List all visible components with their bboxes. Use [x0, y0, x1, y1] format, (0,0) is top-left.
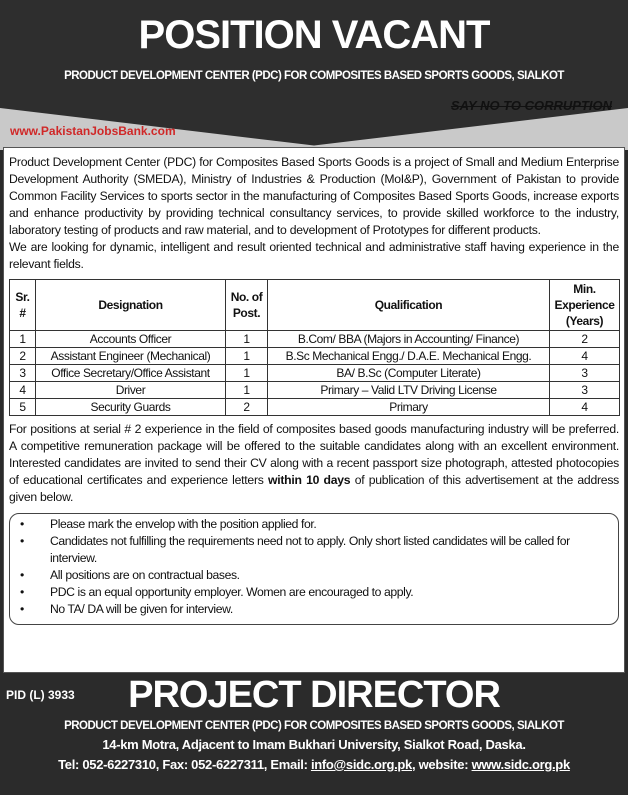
cell-sr: 1	[10, 331, 36, 348]
footer-address: 14-km Motra, Adjacent to Imam Bukhari University, Sialkot Road, Daska.	[102, 737, 526, 752]
ad-body	[3, 147, 625, 673]
cell-experience: 2	[550, 331, 620, 348]
cell-posts: 1	[226, 331, 268, 348]
list-item: • PDC is an equal opportunity employer. Women are encouraged to apply.	[20, 585, 414, 599]
details-paragraph	[9, 421, 619, 506]
list-item: • No TA/ DA will be given for interview.	[20, 602, 233, 616]
table-row	[10, 382, 620, 399]
list-item: • Please mark the envelop with the position applied for.	[20, 517, 317, 531]
cell-experience: 3	[550, 365, 620, 382]
cell-experience: 4	[550, 399, 620, 416]
footer-title: PROJECT DIRECTOR	[128, 674, 500, 716]
cell-qualification: B.Com/ BBA (Majors in Accounting/ Finance)	[268, 331, 550, 348]
list-item: • Candidates not fulfilling the requirements need not to apply. Only short listed candidates will be called for interview.	[20, 534, 570, 565]
table-row	[10, 399, 620, 416]
page-title: POSITION VACANT	[138, 13, 490, 57]
table-row	[10, 365, 620, 382]
intro-paragraph: Product Development Center (PDC) for Composites Based Sports Goods is a project of Small and Medium Enterprise Development Authority (SMEDA), Ministry of Industries & Production (MoI&P), Government of Pakistan to provide Common Facility Services to sports sector in the manufacturing of Composites Based Sports Goods, increase exports and enhance productivity by providing technical consultancy services, to provide skilled workforce to the industry, laboratory testing of products and raw material, and to development of Prototypes for different products.	[9, 155, 619, 237]
details-text-end: of publication of this advertisement at the address given below.	[9, 473, 620, 504]
cell-experience: 4	[550, 348, 620, 365]
header-designation: Designation	[36, 280, 226, 331]
deadline: within 10 days	[267, 473, 351, 487]
instructions-list	[9, 513, 619, 625]
cell-sr: 3	[10, 365, 36, 382]
cell-designation: Driver	[36, 382, 226, 399]
watermark: www.PakistanJobsBank.com	[10, 124, 176, 138]
footer-org: PRODUCT DEVELOPMENT CENTER (PDC) FOR COMPOSITES BASED SPORTS GOODS, SIALKOT	[64, 720, 564, 732]
cell-qualification: Primary	[268, 399, 550, 416]
table-row	[10, 348, 620, 365]
cell-designation: Security Guards	[36, 399, 226, 416]
table-header-row	[10, 280, 620, 331]
cell-sr: 5	[10, 399, 36, 416]
cell-posts: 1	[226, 382, 268, 399]
intro-paragraph-2: We are looking for dynamic, intelligent and result oriented technical and administrative staff having experience in the relevant fields.	[9, 240, 619, 271]
positions-table	[9, 279, 620, 416]
cell-designation: Assistant Engineer (Mechanical)	[36, 348, 226, 365]
cell-sr: 4	[10, 382, 36, 399]
details-text: For positions at serial # 2 experience in the field of composites based goods manufacturing industry will be preferred. A competitive remuneration package will be offered to the suitable candidates along with an excellent environment. Interested candidates are invited to send their CV along with a recent passport size photograph, attested photocopies of educational certificates and experience letters	[9, 422, 619, 487]
cell-qualification: Primary – Valid LTV Driving License	[268, 382, 550, 399]
header-sr: Sr. #	[10, 280, 36, 331]
slogan: SAY NO TO CORRUPTION	[450, 98, 612, 113]
footer-contact: Tel: 052-6227310, Fax: 052-6227311, Email: info@sidc.org.pk, website: www.sidc.org.pk	[58, 757, 570, 772]
table-row	[10, 331, 620, 348]
footer	[0, 673, 628, 795]
list-item: • All positions are on contractual bases.	[20, 568, 240, 582]
cell-sr: 2	[10, 348, 36, 365]
cell-experience: 3	[550, 382, 620, 399]
cell-posts: 1	[226, 365, 268, 382]
cell-qualification: B.Sc Mechanical Engg./ D.A.E. Mechanical Engg.	[268, 348, 550, 365]
header-posts: No. of Post.	[226, 280, 268, 331]
cell-qualification: BA/ B.Sc (Computer Literate)	[268, 365, 550, 382]
email-link[interactable]: info@sidc.org.pk	[310, 757, 412, 772]
cell-designation: Office Secretary/Office Assistant	[36, 365, 226, 382]
pid-code: PID (L) 3933	[6, 688, 75, 702]
header-qualification: Qualification	[268, 280, 550, 331]
cell-posts: 1	[226, 348, 268, 365]
header	[0, 0, 628, 150]
website-link[interactable]: www.sidc.org.pk	[471, 757, 570, 772]
organization-subtitle: PRODUCT DEVELOPMENT CENTER (PDC) FOR COMPOSITES BASED SPORTS GOODS, SIALKOT	[64, 70, 564, 82]
cell-designation: Accounts Officer	[36, 331, 226, 348]
header-experience: Min. Experience (Years)	[550, 280, 620, 331]
cell-posts: 2	[226, 399, 268, 416]
